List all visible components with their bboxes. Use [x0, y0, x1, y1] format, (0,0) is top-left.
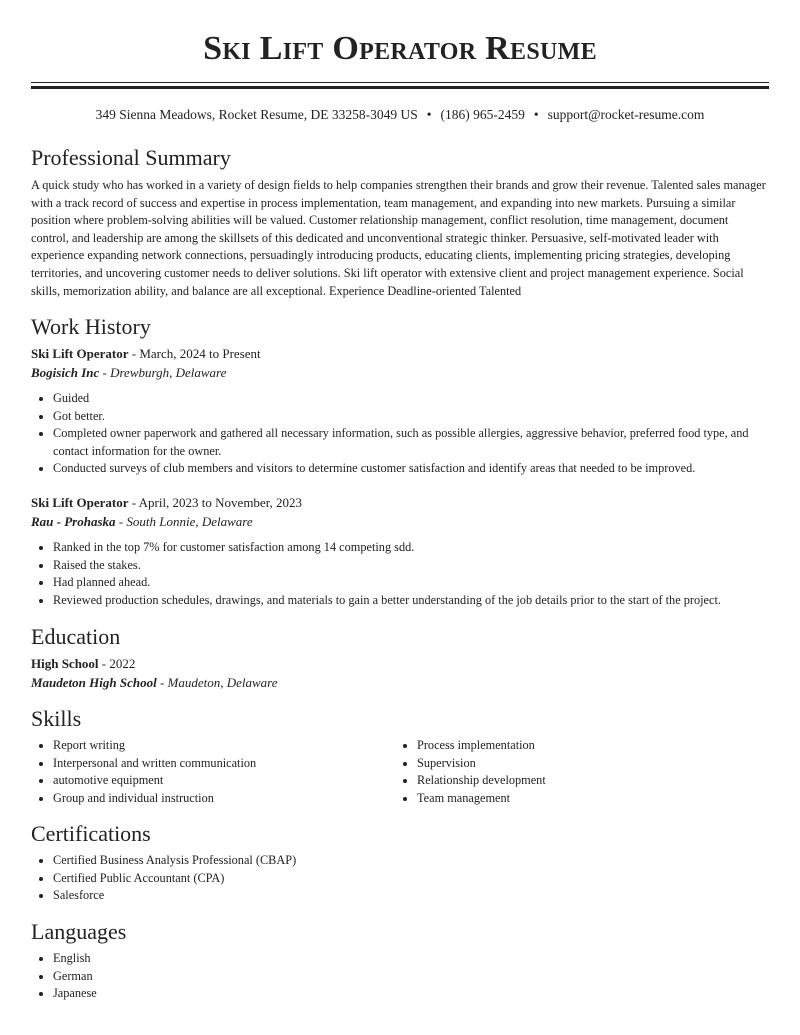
certifications-list	[31, 852, 769, 905]
job-1-company-line	[31, 364, 226, 382]
list-item: • Raised the stakes.	[53, 557, 769, 575]
list-item: • Conducted surveys of club members and visitors to determine customer satisfaction and identify areas that needed to be improved.	[53, 460, 769, 478]
skills-list-right	[395, 737, 800, 807]
title-divider-thin	[31, 82, 769, 83]
list-item: • Got better.	[53, 408, 769, 426]
contact-email[interactable]: support@rocket-resume.com	[547, 107, 705, 122]
contact-separator: •	[533, 107, 539, 122]
work-history-heading: Work History	[31, 314, 151, 339]
list-item: • Process implementation	[417, 737, 800, 755]
list-item: • Certified Public Accountant (CPA)	[53, 870, 769, 888]
job-1-location: - Drewburgh, Delaware	[99, 365, 227, 380]
contact-address: 349 Sienna Meadows, Rocket Resume, DE 33258-3049 US	[95, 107, 418, 122]
languages-heading: Languages	[31, 919, 127, 944]
skills-heading: Skills	[31, 706, 82, 731]
list-item: • Reviewed production schedules, drawings, and materials to gain a better understanding of the job details prior to the start of the project.	[53, 592, 769, 610]
certifications-heading: Certifications	[31, 821, 151, 846]
list-item: • Interpersonal and written communication	[53, 755, 769, 773]
education-location: - Maudeton, Delaware	[156, 675, 278, 690]
list-item: • Had planned ahead.	[53, 574, 769, 592]
list-item: • Team management	[417, 790, 800, 808]
list-item: • Report writing	[53, 737, 769, 755]
languages-list	[31, 950, 769, 1003]
education-heading: Education	[31, 624, 121, 649]
education-school-line	[31, 674, 278, 692]
title-divider-thick	[31, 86, 769, 89]
list-item: • German	[53, 968, 769, 986]
job-2-location: - South Lonnie, Delaware	[115, 514, 253, 529]
contact-separator: •	[426, 107, 432, 122]
list-item: • Guided	[53, 390, 769, 408]
education-degree-line	[31, 655, 135, 673]
job-2-title: Ski Lift Operator	[31, 495, 129, 510]
job-2-bullets	[31, 539, 769, 609]
summary-text: A quick study who has worked in a variety of design fields to help companies strengthen their brands and grow their revenue. Talented sales manager with a track record of success and expertise in process implementation, team management, and expanding into new markets. Pursuing a similar position where problem-solving abilities will be valued. Customer relationship management, conflict resolution, time management, document control, and leadership are among the skillsets of this dedicated and unconventional strategic thinker. Persuasive, self-motivated leader with experience expanding network connections, persuadingly introducing products, educating clients, implementing pricing strategies, developing territories, and uncovering customer needs to deliver solutions. Ski lift operator with extensive client and project management experience. Social skills, memorization ability, and balance are all exceptional. Experience Deadline-oriented Talented	[31, 178, 766, 298]
job-1-dates: - March, 2024 to Present	[128, 346, 261, 361]
resume-title: Ski Lift Operator Resume	[203, 30, 597, 67]
list-item: • Salesforce	[53, 887, 769, 905]
job-2-title-line	[31, 494, 302, 512]
job-2-company-line	[31, 513, 253, 531]
list-item: • Supervision	[417, 755, 800, 773]
list-item: • Certified Business Analysis Professional (CBAP)	[53, 852, 769, 870]
list-item: • Ranked in the top 7% for customer satisfaction among 14 competing sdd.	[53, 539, 769, 557]
education-degree: High School	[31, 656, 99, 671]
job-2-company: Rau - Prohaska	[31, 514, 116, 529]
job-1-bullets	[31, 390, 769, 478]
contact-line	[31, 106, 769, 124]
education-school: Maudeton High School	[31, 675, 157, 690]
list-item: • Japanese	[53, 985, 769, 1003]
list-item: • automotive equipment	[53, 772, 769, 790]
job-1-company: Bogisich Inc	[31, 365, 100, 380]
job-1-title-line	[31, 345, 261, 363]
list-item: • Relationship development	[417, 772, 800, 790]
list-item: • English	[53, 950, 769, 968]
list-item: • Completed owner paperwork and gathered all necessary information, such as possible allergies, aggressive behavior, preferred food type, and contact information for the owner.	[53, 425, 769, 460]
education-year: - 2022	[98, 656, 136, 671]
job-2-dates: - April, 2023 to November, 2023	[128, 495, 303, 510]
list-item: • Group and individual instruction	[53, 790, 769, 808]
job-1-title: Ski Lift Operator	[31, 346, 129, 361]
contact-phone: (186) 965-2459	[440, 107, 525, 122]
summary-heading: Professional Summary	[31, 145, 231, 170]
